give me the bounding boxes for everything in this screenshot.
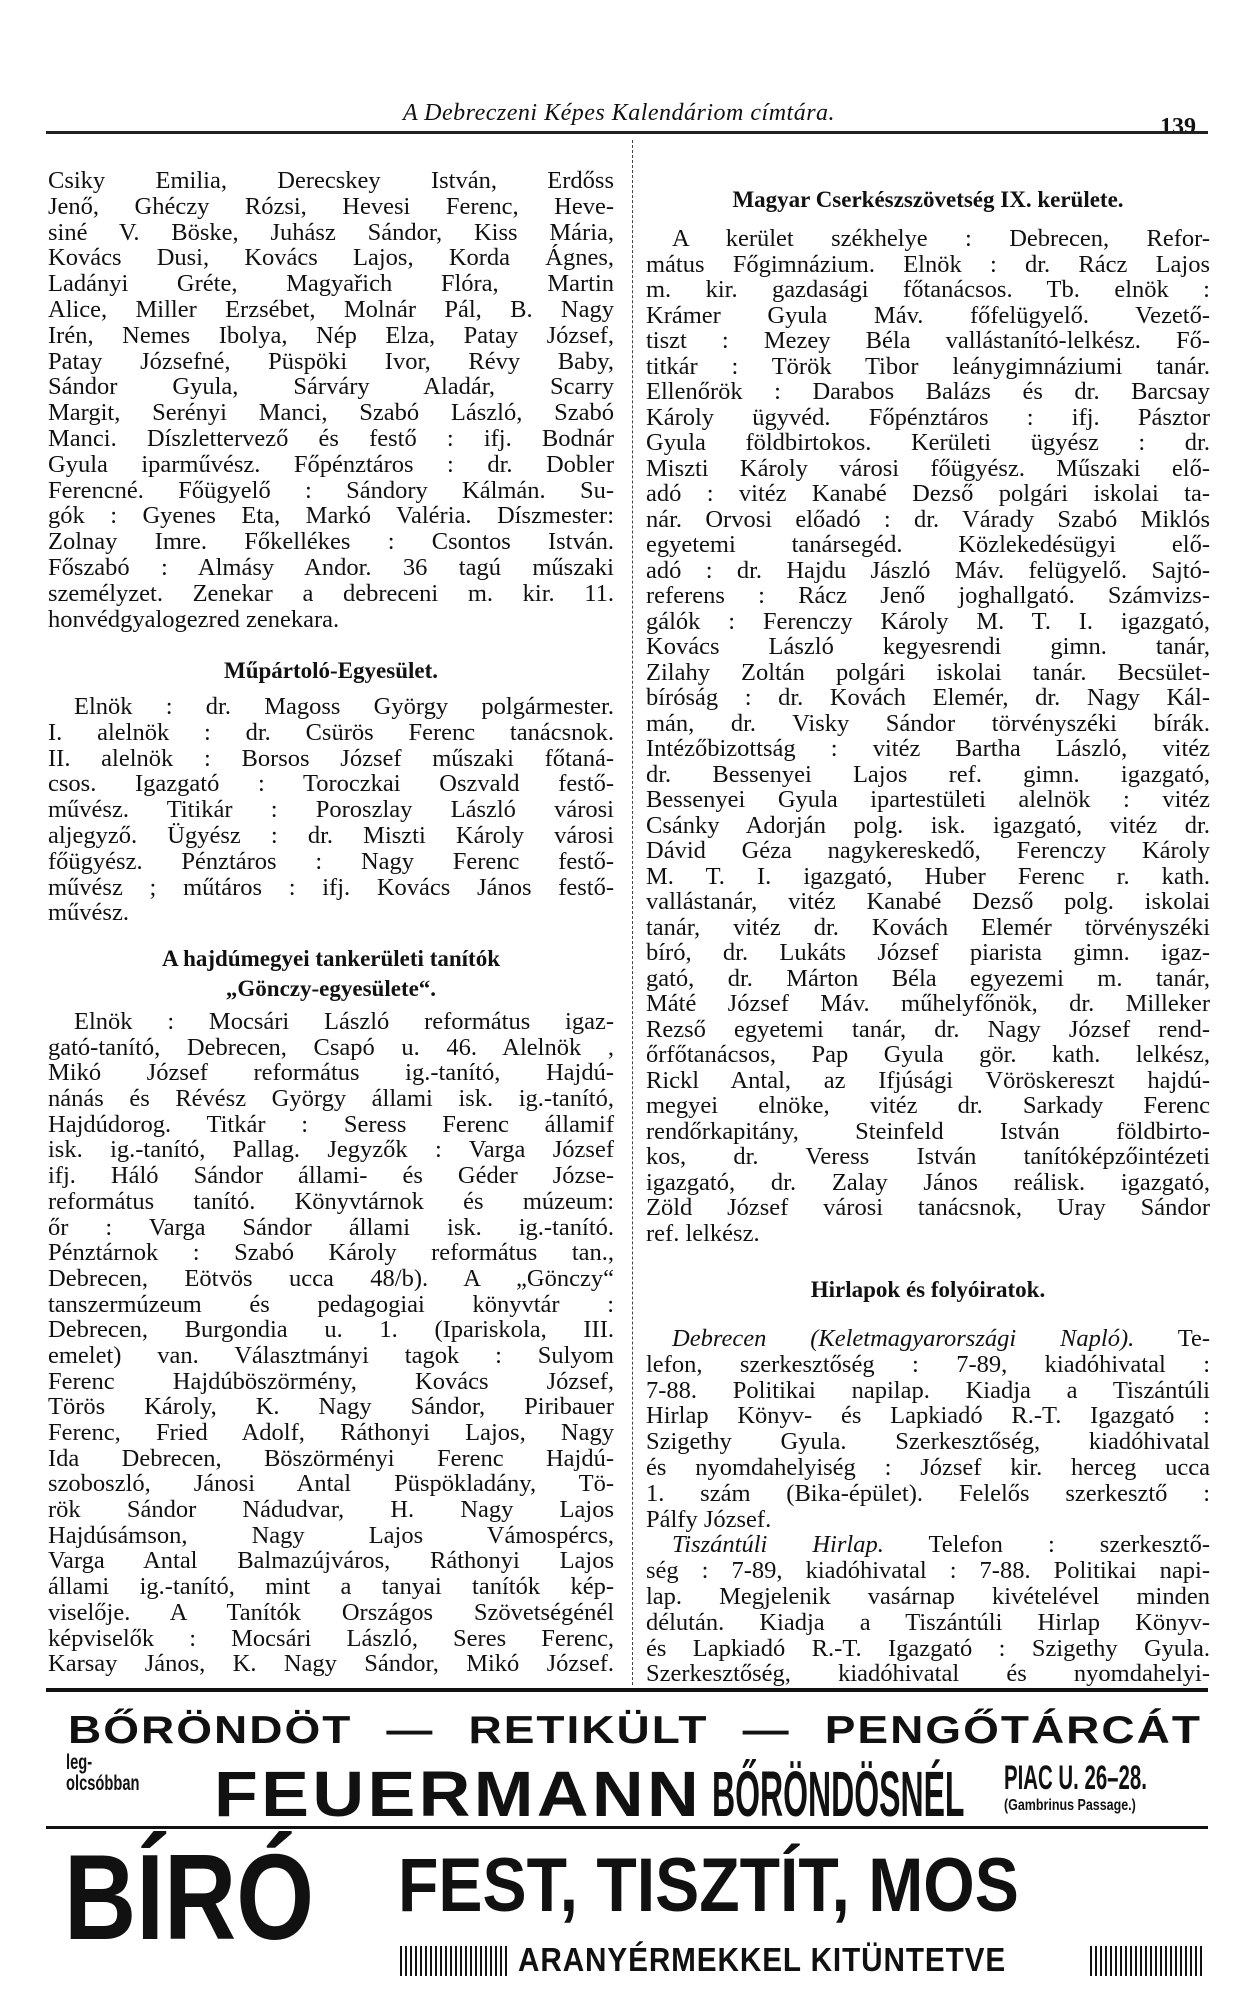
text-line: művész. Titikár : Poroszlay László városi	[48, 796, 614, 824]
text-line: Pénztárnok : Szabó Károly református tan.,	[48, 1239, 614, 1267]
text-line: m. kir. gazdasági főtanácsos. Tb. elnök :	[646, 276, 1210, 303]
text-line: Ladányi Gréte, Magyařich Flóra, Martin	[48, 270, 614, 298]
ad-feuermann-shop: BŐRÖNDÖSNÉL	[712, 1758, 965, 1830]
text-line: adó : dr. Hajdu Jászló Máv. felügyelő. Sajtó-	[646, 556, 1210, 584]
text-line: bíró, dr. Lukáts József piarista gimn. igaz-	[646, 939, 1210, 966]
text-line: Debrecen, Eötvös ucca 48/b). A „Gönczy“	[48, 1264, 614, 1292]
text-line: mátus Főgimnázium. Elnök : dr. Rácz Lajos	[646, 250, 1210, 278]
text-line: Ferenc Hajdúböszörmény, Kovács József,	[48, 1367, 614, 1395]
text-line: gók : Gyenes Eta, Markó Valéria. Díszmester:	[48, 502, 614, 530]
text-line: rendőrkapitány, Steinfeld István földbirto-	[646, 1117, 1210, 1145]
text-line: Hajdúsámson, Nagy Lajos Vámospércs,	[48, 1521, 614, 1549]
title-italic: Tiszántúli Hirlap.	[672, 1531, 884, 1559]
text-line: Rickl Antal, az Ifjúsági Vöröskereszt hajdú-	[646, 1066, 1210, 1094]
text-line: Manci. Díszlettervező és festő : ifj. Bodnár	[48, 424, 614, 452]
text-line: állami ig.-tanító, mint a tanyai tanítók kép-	[48, 1573, 614, 1601]
heading-line: A hajdúmegyei tankerületi tanítók	[162, 946, 500, 971]
text-line: honvédgyalogezred zenekara.	[48, 605, 340, 633]
text-line: Gyula földbirtokos. Kerületi ügyész : dr.	[646, 429, 1210, 456]
column-divider	[632, 140, 633, 1685]
heading-line: „Gönczy-egyesülete“.	[225, 976, 437, 1001]
text-line: adó : vitéz Kanabé Dezső polgári iskolai ta-	[646, 480, 1210, 507]
text-line: II. alelnök : Borsos József műszaki főtaná-	[48, 744, 614, 772]
text-line: Kovács László kegyesrendi gimn. tanár,	[646, 633, 1210, 660]
text-line: művész.	[48, 899, 129, 927]
text-line: lap. Megjelenik vasárnap kivételével minden	[646, 1582, 1210, 1610]
newspapers-section	[646, 1326, 1210, 1687]
ad-feuermann-passage: (Gambrinus Passage.)	[1004, 1797, 1136, 1814]
text-line: képviselők : Mocsári László, Seres Ferenc,	[48, 1624, 614, 1652]
ad-item-wallet: PENGŐTÁRCÁT	[824, 1707, 1202, 1752]
text-line: Irén, Nemes Ibolya, Nép Elza, Patay József,	[48, 321, 614, 349]
text-line: gató, dr. Márton Béla egyezemi m. tanár,	[646, 964, 1210, 992]
text-line: Krámer Gyula Máv. főfelügyelő. Vezető-	[646, 301, 1210, 329]
text-line: mán, dr. Visky Sándor törvényszéki bírák.	[646, 709, 1210, 737]
cserkesz-paragraph	[646, 226, 1210, 1246]
text-line: 7-88. Politikai napilap. Kiadja a Tiszántúli	[646, 1376, 1210, 1404]
text-line: aljegyző. Ügyész : dr. Miszti Károly városi	[48, 821, 614, 849]
text-line: nánás és Révész György állami isk. ig.-tanító,	[48, 1085, 614, 1113]
text-line: Ellenőrök : Darabos Balázs és dr. Barcsay	[646, 378, 1210, 405]
text-line: személyzet. Zenekar a debreceni m. kir. 11.	[48, 579, 614, 607]
text-line: Ferenc, Fried Adolf, Ráthonyi Lajos, Nagy	[48, 1419, 614, 1446]
text-line: főügyész. Pénztáros : Nagy Ferenc festő-	[48, 847, 614, 875]
ad-feuermann-name: FEUERMANN	[214, 1758, 703, 1830]
ad-dash: —	[386, 1707, 435, 1752]
text-line: Karsay János, K. Nagy Sándor, Mikó József.	[48, 1650, 614, 1678]
section-heading-mupartolo	[48, 656, 614, 686]
text-line-rest: Te-	[1134, 1325, 1210, 1352]
running-header-title: A Debreczeni Képes Kalendáriom címtára.	[402, 100, 836, 126]
text-line: szoboszló, Jánosi Antal Püspökladány, Tö-	[48, 1470, 614, 1498]
text-line: Csiky Emilia, Derecskey István, Erdőss	[48, 167, 614, 194]
heading-line: Műpártoló-Egyesület.	[223, 658, 438, 683]
text-line: Varga Antal Balmazújváros, Ráthonyi Lajos	[48, 1547, 614, 1575]
text-line: Bessenyei Gyula ipartestületi alelnök : vitéz	[646, 786, 1210, 813]
text-line: rök Sándor Nádudvar, H. Nagy Lajos	[48, 1496, 614, 1524]
text-line: Pálfy József.	[646, 1505, 772, 1533]
text-line: 1. szám (Bika-épület). Felelős szerkesztő :	[646, 1479, 1210, 1507]
text-line-rest: Telefon : szerkesztő-	[883, 1531, 1210, 1559]
text-line: csos. Igazgató : Toroczkai Oszvald festő-	[48, 770, 614, 798]
feuermann-goods-line	[68, 1708, 1202, 1751]
ad-biro-award: ARANYÉRMEKKEL KITÜNTETVE	[518, 1941, 1007, 1978]
mupartolo-paragraph	[48, 694, 614, 926]
text-line: Főszabó : Almásy Andor. 36 tagú műszaki	[48, 553, 614, 581]
decorative-hatch-left	[400, 1946, 508, 1976]
text-line: isk. ig.-tanító, Pallag. Jegyzők : Varga József	[48, 1136, 614, 1164]
text-line: I. alelnök : dr. Csürös Ferenc tanácsnok.	[48, 718, 614, 746]
heading-line: Magyar Cserkészszövetség IX. kerülete.	[732, 187, 1124, 212]
text-line	[646, 1326, 1210, 1352]
text-line: vallástanár, vitéz Kanabé Dezső polg. iskolai	[646, 888, 1210, 915]
text-line: egyetemi tanársegéd. Közlekedésügyi elő-	[646, 531, 1210, 558]
text-line: művész ; műtáros : ifj. Kovács János festő-	[48, 873, 614, 901]
text-line: Elnök : Mocsári László református igaz-	[74, 1008, 614, 1035]
newspaper-entry-naplo	[646, 1326, 1210, 1532]
text-line: Ferencné. Főügyelő : Sándory Kálmán. Su-	[48, 476, 614, 504]
text-line: Zöld József városi tanácsnok, Uray Sándor	[646, 1194, 1210, 1221]
text-line: Intézőbizottság : vitéz Bartha László, vitéz	[646, 735, 1210, 762]
text-line: Alice, Miller Erzsébet, Molnár Pál, B. Nagy	[48, 295, 614, 323]
text-line: M. T. I. igazgató, Huber Ferenc r. kath.	[646, 862, 1210, 890]
text-line: lefon, szerkesztőség : 7-89, kiadóhivatal :	[646, 1350, 1210, 1378]
ad-feuermann-address: PIAC U. 26–28.	[1004, 1759, 1147, 1797]
text-line: igazgató, dr. Zalay János reálisk. igazgató,	[646, 1168, 1210, 1196]
text-line: gálók : Ferenczy Károly M. T. I. igazgató,	[646, 607, 1210, 635]
text-line: bíróság : dr. Kovách Elemér, dr. Nagy Kál-	[646, 684, 1210, 711]
text-line: ség : 7-89, kiadóhivatal : 7-88. Politikai napi-	[646, 1557, 1210, 1585]
text-line: Jenő, Ghéczy Rózsi, Hevesi Ferenc, Heve-	[48, 192, 614, 220]
text-line: Dávid Géza nagykereskedő, Ferenczy Károly	[646, 837, 1210, 864]
text-line: őr : Varga Sándor állami isk. ig.-tanító.	[48, 1213, 614, 1241]
text-line: Debrecen, Burgondia u. 1. (Ipariskola, III.	[48, 1316, 614, 1344]
gonczy-paragraph	[48, 1009, 614, 1677]
text-line	[646, 1532, 1210, 1558]
text-line: Gyula iparművész. Főpénztáros : dr. Dobler	[48, 450, 614, 478]
section-heading-cserkesz	[646, 185, 1210, 215]
heading-line: Hirlapok és folyóiratok.	[810, 1277, 1046, 1302]
text-line: Elnök : dr. Magoss György polgármester.	[74, 693, 614, 720]
text-line: gató-tanító, Debrecen, Csapó u. 46. Alelnök ,	[48, 1033, 614, 1061]
text-line: siné V. Böske, Juhász Sándor, Kiss Mária,	[48, 218, 614, 246]
text-line: és nyomdahelyiség : József kir. herceg ucca	[646, 1453, 1210, 1481]
text-line: emelet) van. Választmányi tagok : Sulyom	[48, 1341, 614, 1369]
text-line: ifj. Háló Sándor állami- és Géder Józse-	[48, 1162, 614, 1190]
ad-cheapest-line1: leg-	[66, 1751, 93, 1774]
decorative-hatch-right	[1090, 1946, 1202, 1976]
text-line: dr. Bessenyei Lajos ref. gimn. igazgató,	[646, 760, 1210, 788]
text-line: Károly ügyvéd. Főpénztáros : ifj. Pásztor	[646, 403, 1210, 431]
text-line: Zolnay Imre. Főkellékes : Csontos István.	[48, 528, 614, 556]
text-line: Hajdúdorog. Titkár : Seress Ferenc államif	[48, 1110, 614, 1138]
ad-item-suitcase: BŐRÖNDÖT	[68, 1707, 353, 1752]
section-heading-gonczy	[48, 944, 614, 1004]
text-line: Törös Károly, K. Nagy Sándor, Piribauer	[48, 1393, 614, 1421]
text-line: tiszt : Mezey Béla vallástanító-lelkész. Fő-	[646, 327, 1210, 354]
text-line: délután. Kiadja a Tiszántúli Hirlap Könyv-	[646, 1608, 1210, 1636]
text-line: Margit, Serényi Manci, Szabó László, Szabó	[48, 399, 614, 427]
text-line: Rezső egyetemi tanár, dr. Nagy József rend-	[646, 1015, 1210, 1043]
text-line: Szigethy Gyula. Szerkesztőség, kiadóhivatal	[646, 1428, 1210, 1456]
text-line: kos, dr. Veress István tanítóképzőintézeti	[646, 1143, 1210, 1170]
text-line: Szerkesztőség, kiadóhivatal és nyomdahelyi-	[646, 1660, 1210, 1688]
title-italic: Debrecen (Keletmagyarországi Napló).	[672, 1325, 1135, 1352]
theatre-staff-paragraph	[48, 168, 614, 632]
ad-biro-services: FEST, TISZTÍT, MOS	[398, 1843, 1019, 1928]
text-line: őrfőtanácsos, Pap Gyula gör. kath. lelkész,	[646, 1041, 1210, 1068]
text-line: nár. Orvosi előadó : dr. Várady Szabó Miklós	[646, 505, 1210, 533]
ad-cheapest-line2: olcsóbban	[66, 1772, 140, 1795]
text-line: Mikó József református ig.-tanító, Hajdú-	[48, 1059, 614, 1087]
text-line: A kerület székhelye : Debrecen, Refor-	[672, 225, 1210, 252]
text-line: ref. lelkész.	[646, 1219, 760, 1247]
text-line: és Lapkiadó R.-T. Igazgató : Szigethy Gyula.	[646, 1634, 1210, 1662]
newspaper-entry-tiszantuli	[646, 1532, 1210, 1687]
text-line: Zilahy Zoltán polgári iskolai tanár. Becsület-	[646, 658, 1210, 686]
text-line: református tanító. Könyvtárnok és múzeum:	[48, 1187, 614, 1215]
text-line: megyei elnöke, vitéz dr. Sarkady Ferenc	[646, 1092, 1210, 1119]
text-line: Sándor Gyula, Sárváry Aladár, Scarry	[48, 373, 614, 401]
text-line: Csánky Adorján polg. isk. igazgató, vitéz dr.	[646, 811, 1210, 839]
ad-divider-rule	[46, 1688, 1208, 1692]
section-heading-hirlapok	[646, 1275, 1210, 1305]
text-line: Miszti Károly városi főügyész. Műszaki elő-	[646, 454, 1210, 482]
text-line: viselője. A Tanítók Országos Szövetségénél	[48, 1598, 614, 1626]
ad-biro-name: BÍRÓ	[64, 1829, 315, 1965]
page-number: 139	[1160, 114, 1196, 140]
ad-dash: —	[742, 1707, 791, 1752]
text-line: Máté József Máv. műhelyfőnök, dr. Milleker	[646, 990, 1210, 1017]
ad-item-handbag: RETIKÜLT	[468, 1707, 709, 1752]
text-line: titkár : Török Tibor leánygimnáziumi tanár.	[646, 352, 1210, 380]
text-line: referens : Rácz Jenő joghallgató. Számvizs-	[646, 582, 1210, 609]
header-rule	[46, 131, 1208, 134]
text-line: tanszermúzeum és pedagogiai könyvtár :	[48, 1290, 614, 1318]
text-line: Kovács Dusi, Kovács Lajos, Korda Ágnes,	[48, 244, 614, 272]
text-line: tanár, vitéz dr. Kovách Elemér törvényszéki	[646, 913, 1210, 941]
ad-cheapest-label	[66, 1752, 140, 1794]
text-line: Ida Debrecen, Böszörményi Ferenc Hajdú-	[48, 1444, 614, 1472]
text-line: Hirlap Könyv- és Lapkiadó R.-T. Igazgató :	[646, 1402, 1210, 1430]
text-line: Patay Józsefné, Püspöki Ivor, Révy Baby,	[48, 347, 614, 375]
